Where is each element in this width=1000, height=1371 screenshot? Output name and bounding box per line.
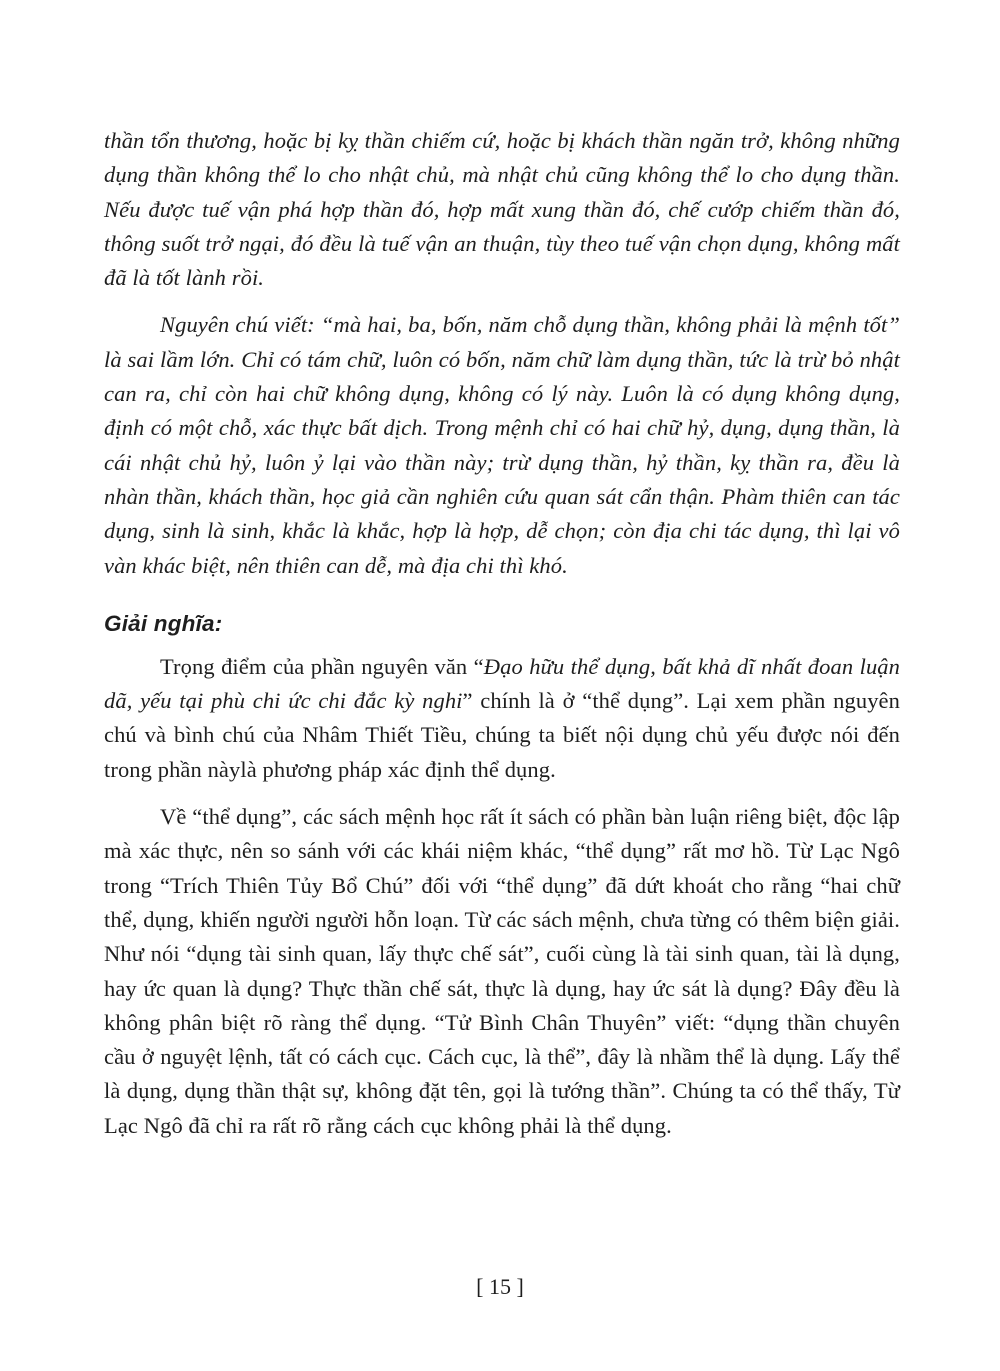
paragraph-3-quote: Đạo hữu thể dụng, bất khả dĩ nhất đoan luận dã, yếu tại phù chi ức chi đắc kỳ nghi xyxy=(104,653,900,714)
paragraph-1: thần tổn thương, hoặc bị kỵ thần chiếm cứ, hoặc bị khách thần ngăn trở, không những dụng thần không thể lo cho nhật chủ, mà nhật chủ cũng không thể lo cho dụng thần. Nếu được tuế vận phá hợp thần đó, hợp mất xung thần đó, chế cướp chiếm thần đó, thông suốt trở ngại, đó đều là tuế vận an thuận, tùy theo tuế vận chọn dụng, không mất đã là tốt lành rồi. xyxy=(104,128,900,291)
page-number: [ 15 ] xyxy=(476,1274,524,1299)
paragraph-3-text-end: ” chính là ở “thể dụng”. Lại xem phần nguyên chú và bình chú của Nhâm Thiết Tiều, chúng ta biết nội dụng chủ yếu được nói đến trong phần nàylà phương pháp xác định thể dụng. xyxy=(104,688,900,782)
paragraph-2: Nguyên chú viết: “mà hai, ba, bốn, năm chỗ dụng thần, không phải là mệnh tốt” là sai lầm lớn. Chỉ có tám chữ, luôn có bốn, năm chữ làm dụng thần, tức là trừ bỏ nhật can ra, chỉ còn hai chữ không dụng, không có lý này. Luôn là có dụng không dụng, định có một chỗ, xác thực bất dịch. Trong mệnh chỉ có hai chữ hỷ, dụng, dụng thần, là cái nhật chủ hỷ, luôn ỷ lại vào thần này; trừ dụng thần, hỷ thần, kỵ thần ra, đều là nhàn thần, khách thần, học giả cần nghiên cứu quan sát cẩn thận. Phàm thiên can tác dụng, sinh là sinh, khắc là khắc, hợp là hợp, dễ chọn; còn địa chi tác dụng, thì lại vô vàn khác biệt, nên thiên can dễ, mà địa chi thì khó. xyxy=(104,312,900,578)
paragraph-3-text-start: Trọng điểm của phần nguyên văn “ xyxy=(160,653,484,679)
paragraph-3 xyxy=(104,650,900,787)
paragraph-4: Về “thể dụng”, các sách mệnh học rất ít sách có phần bàn luận riêng biệt, độc lập mà xác thực, nên so sánh với các khái niệm khác, “thể dụng” rất mơ hồ. Từ Lạc Ngô trong “Trích Thiên Tủy Bổ Chú” đối với “thể dụng” đã dứt khoát cho rằng “hai chữ thể, dụng, khiến người người hỗn loạn. Từ các sách mệnh, chưa từng có thêm biện giải. Như nói “dụng tài sinh quan, lấy thực chế sát”, cuối cùng là tài sinh quan, tài là dụng, hay ức quan là dụng? Thực thần chế sát, thực là dụng, hay ức sát là dụng? Đây đều là không phân biệt rõ ràng thể dụng. “Tử Bình Chân Thuyên” viết: “dụng thần chuyên cầu ở nguyệt lệnh, tất có cách cục. Cách cục, là thể”, đây là nhầm thể là dụng. Lấy thể là dụng, dụng thần thật sự, không đặt tên, gọi là tướng thần”. Chúng ta có thể thấy, Từ Lạc Ngô đã chỉ ra rất rõ rằng cách cục không phải là thể dụng. xyxy=(104,804,900,1138)
page-body xyxy=(104,124,900,1143)
section-heading: Giải nghĩa: xyxy=(104,610,223,636)
